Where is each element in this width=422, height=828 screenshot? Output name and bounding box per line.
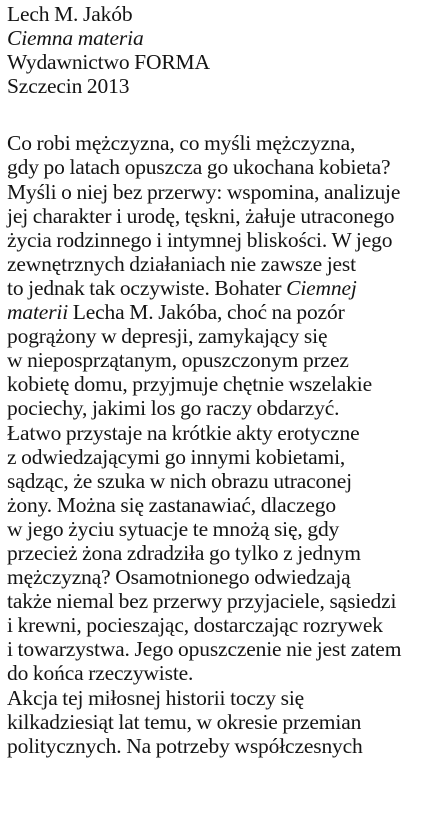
- blurb-line: kobietę domu, przyjmuje chętnie wszelakie: [7, 372, 372, 397]
- blurb-line: życia rodzinnego i intymnej bliskości. W jego: [7, 227, 393, 252]
- publisher: Wydawnictwo FORMA: [7, 50, 210, 75]
- blurb-line: Łatwo przystaje na krótkie akty erotyczne: [7, 420, 360, 445]
- blurb-line: w nieposprzątanym, opuszczonym przez: [7, 348, 349, 373]
- blurb-line: politycznych. Na potrzeby współczesnych: [7, 733, 363, 758]
- place-and-year: Szczecin 2013: [7, 74, 130, 99]
- blurb-line: pociechy, jakimi los go raczy obdarzyć.: [7, 396, 340, 421]
- blurb-line: Akcja tej miłosnej historii toczy się: [7, 685, 305, 710]
- title-reference: Ciemnej: [286, 275, 357, 300]
- blurb-line: mężczyzną? Osamotnionego odwiedzają: [7, 565, 351, 590]
- blurb-line: przecież żona zdradziła go tylko z jednym: [7, 540, 361, 565]
- blurb-line: pogrążony w depresji, zamykający się: [7, 324, 328, 349]
- blurb-line: Myśli o niej bez przerwy: wspomina, analizuje: [7, 179, 401, 204]
- blurb-line: zewnętrznych działaniach nie zawsze jest: [7, 251, 356, 276]
- blurb-line: w jego życiu sytuacje te mnożą się, gdy: [7, 516, 340, 541]
- book-blurb-page: [7, 0, 419, 758]
- book-title: Ciemna materia: [7, 26, 144, 51]
- blurb-line: z odwiedzającymi go innymi kobietami,: [7, 444, 346, 469]
- blurb-text: [7, 131, 419, 757]
- title-reference: materii: [7, 300, 69, 325]
- blurb-line: sądząc, że szuka w nich obrazu utraconej: [7, 468, 352, 493]
- blurb-line: Co robi mężczyzna, co myśli mężczyzna,: [7, 131, 356, 156]
- blurb-line: gdy po latach opuszcza go ukochana kobieta?: [7, 155, 391, 180]
- blurb-line: także niemal bez przerwy przyjaciele, sąsiedzi: [7, 589, 397, 614]
- blurb-line: żony. Można się zastanawiać, dlaczego: [7, 492, 336, 517]
- blurb-line: kilkadziesiąt lat temu, w okresie przemian: [7, 709, 362, 734]
- author-name: Lech M. Jakób: [7, 2, 133, 26]
- blurb-line: materii Lecha M. Jakóba, choć na pozór: [7, 300, 345, 325]
- spacer: [7, 98, 419, 131]
- blurb-line: i krewni, pocieszając, dostarczając rozrywek: [7, 613, 383, 638]
- blurb-line: do końca rzeczywiste.: [7, 661, 194, 686]
- blurb-line: to jednak tak oczywiste. Bohater Ciemnej: [7, 275, 357, 300]
- book-info: [7, 2, 419, 98]
- blurb-line: i towarzystwa. Jego opuszczenie nie jest zatem: [7, 637, 402, 662]
- blurb-line: jej charakter i urodę, tęskni, żałuje utraconego: [7, 203, 395, 228]
